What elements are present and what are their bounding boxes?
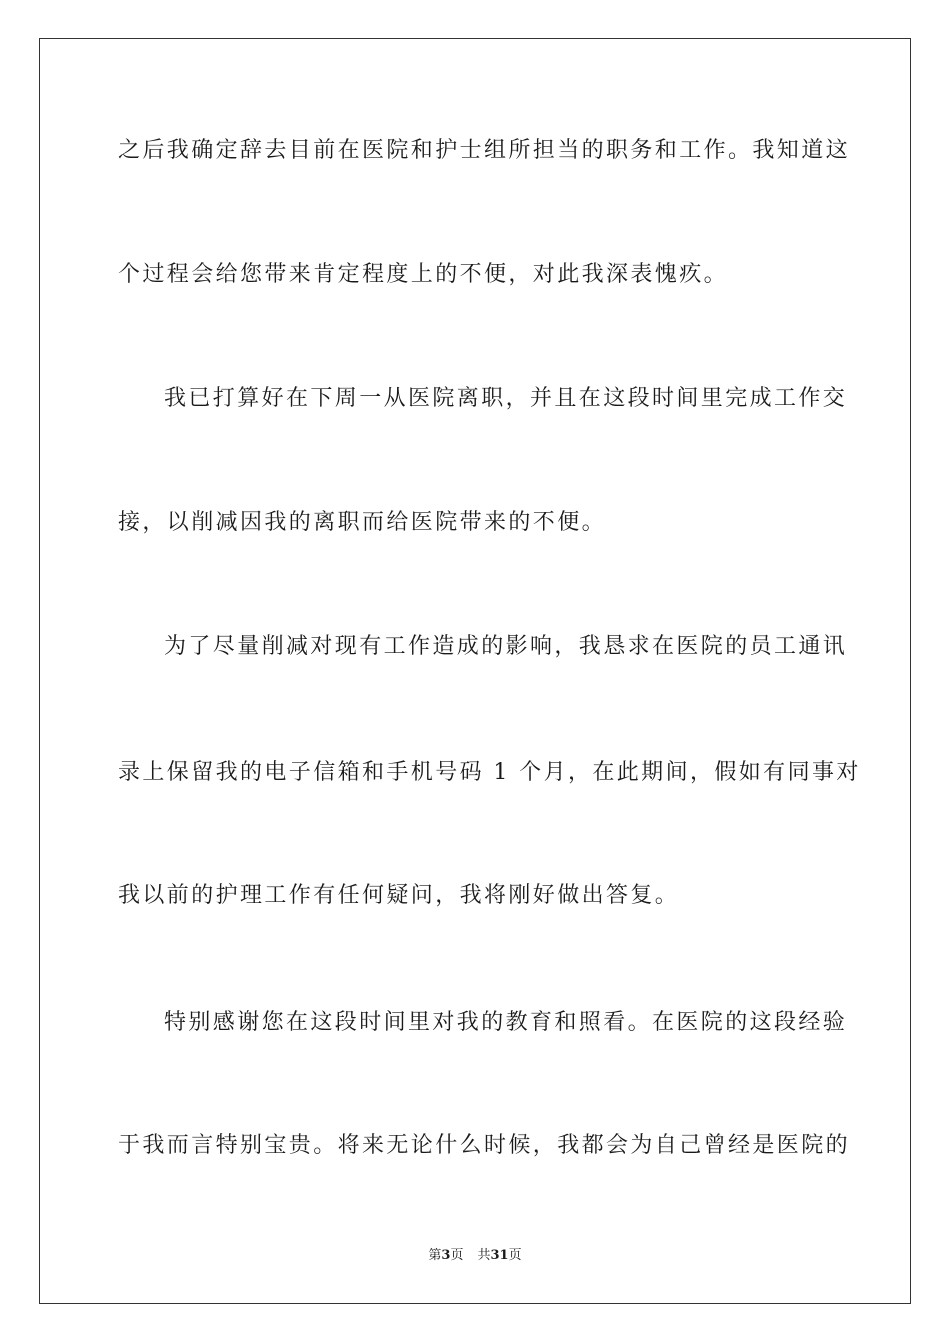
body-line-5: 为了尽量削减对现有工作造成的影响，我恳求在医院的员工通讯	[164, 634, 848, 659]
page-prefix: 第	[428, 1248, 442, 1263]
body-line-1: 之后我确定辞去目前在医院和护士组所担当的职务和工作。我知道这	[118, 138, 851, 163]
total-prefix: 共	[477, 1248, 491, 1263]
body-line-2: 个过程会给您带来肯定程度上的不便，对此我深表愧疚。	[118, 262, 729, 287]
body-line-8: 特别感谢您在这段时间里对我的教育和照看。在医院的这段经验	[164, 1010, 848, 1035]
page-number: 3	[441, 1248, 451, 1263]
page-suffix: 页	[450, 1248, 464, 1263]
total-pages: 31	[490, 1248, 509, 1263]
body-line-4: 接，以削减因我的离职而给医院带来的不便。	[118, 510, 607, 535]
page-border	[39, 38, 911, 1304]
total-suffix: 页	[508, 1248, 522, 1263]
page-footer	[0, 1248, 950, 1264]
body-line-7: 我以前的护理工作有任何疑问，我将刚好做出答复。	[118, 883, 680, 908]
body-line-3: 我已打算好在下周一从医院离职，并且在这段时间里完成工作交	[164, 386, 848, 411]
body-line-9: 于我而言特别宝贵。将来无论什么时候，我都会为自己曾经是医院的	[118, 1133, 851, 1158]
body-line-6: 录上保留我的电子信箱和手机号码 1 个月，在此期间，假如有同事对	[118, 760, 861, 785]
